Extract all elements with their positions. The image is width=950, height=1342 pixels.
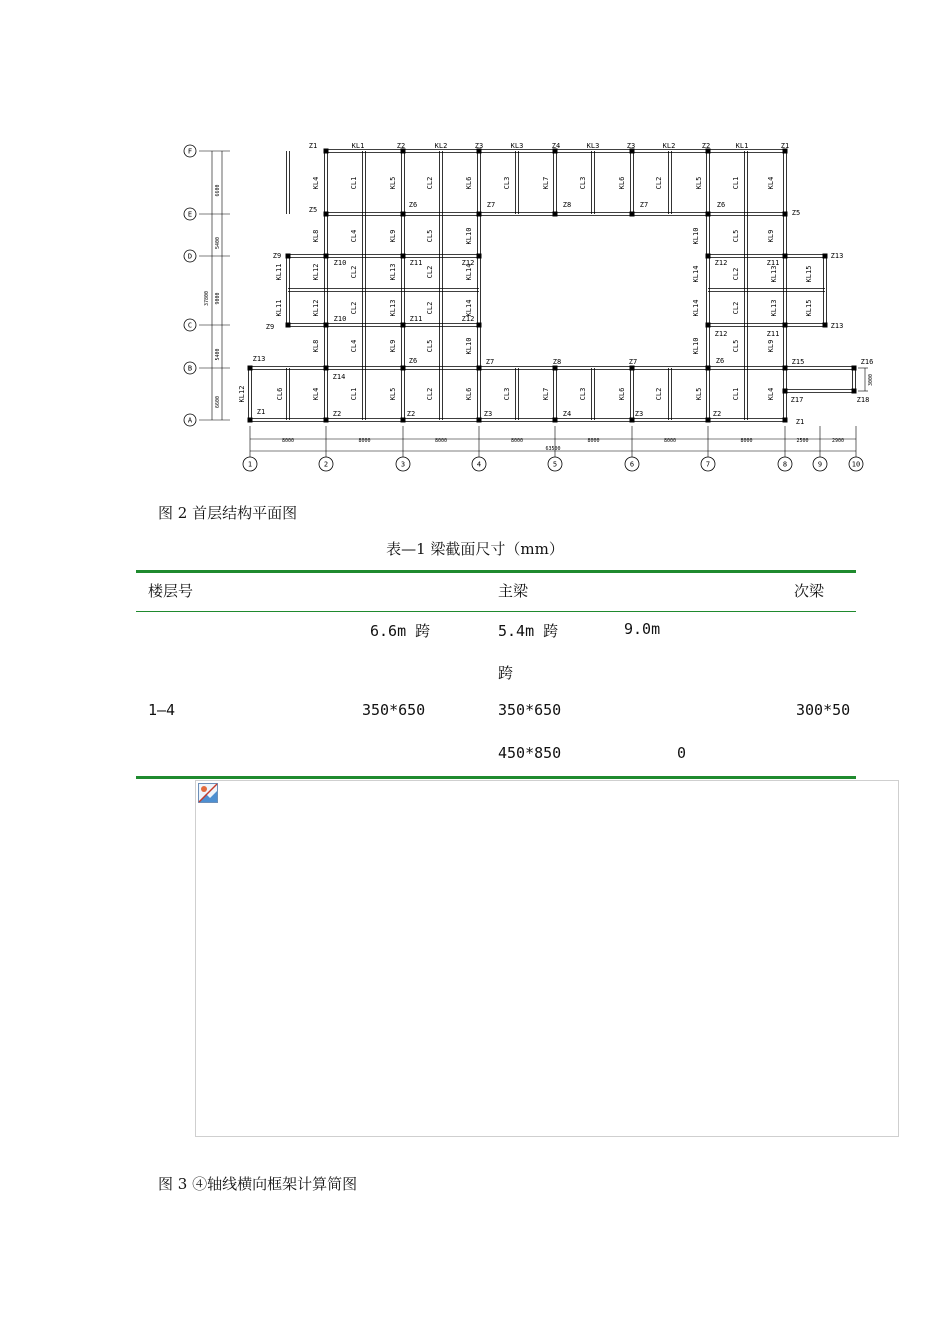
header-floor: 楼层号 bbox=[148, 582, 194, 600]
column-label: Z13 bbox=[252, 355, 266, 363]
beam-label: KL13 bbox=[389, 299, 397, 317]
beam-label: CL2 bbox=[732, 301, 740, 315]
column-marker bbox=[401, 418, 406, 423]
beam-label: KL6 bbox=[618, 176, 626, 190]
beam-label: CL5 bbox=[732, 229, 740, 243]
top-label: Z4 bbox=[551, 142, 561, 150]
column-label: Z8 bbox=[552, 358, 562, 366]
column-marker bbox=[477, 254, 482, 259]
axis-letter: D bbox=[187, 252, 193, 261]
column-marker bbox=[706, 254, 711, 259]
column-marker bbox=[823, 254, 828, 259]
column-marker bbox=[324, 418, 329, 423]
top-label: KL2 bbox=[434, 142, 448, 150]
beam-label: KL6 bbox=[465, 387, 473, 401]
beam-label: KL13 bbox=[770, 265, 778, 283]
top-label: KL3 bbox=[586, 142, 600, 150]
column-label: Z6 bbox=[716, 201, 726, 209]
column-marker bbox=[324, 254, 329, 259]
beam-label: KL10 bbox=[692, 227, 700, 245]
column-label: Z1 bbox=[795, 418, 805, 426]
column-label: Z3 bbox=[634, 410, 644, 418]
beam-label: KL14 bbox=[465, 263, 473, 281]
column-label: Z18 bbox=[856, 396, 870, 404]
beam-label: CL3 bbox=[579, 176, 587, 190]
figure-3-image-placeholder bbox=[195, 780, 899, 1137]
dimension-label: 6600 bbox=[215, 395, 221, 409]
cell-5-4-span: 350*650 bbox=[498, 701, 562, 719]
top-label: KL1 bbox=[735, 142, 749, 150]
beam-label: CL2 bbox=[350, 301, 358, 315]
column-marker bbox=[553, 366, 558, 371]
table-header-rule bbox=[136, 611, 856, 612]
column-label: Z4 bbox=[562, 410, 572, 418]
column-label: Z16 bbox=[860, 358, 874, 366]
beam-label: KL4 bbox=[312, 176, 320, 190]
beam-label: CL2 bbox=[732, 267, 740, 281]
beam-label: KL10 bbox=[692, 337, 700, 355]
dimension-label: 8000 bbox=[510, 438, 524, 444]
axis-number: 9 bbox=[817, 460, 823, 469]
column-label: Z14 bbox=[332, 373, 346, 381]
column-label: Z2 bbox=[712, 410, 722, 418]
subheader-span-6-6: 6.6m 跨 bbox=[370, 622, 431, 640]
column-marker bbox=[553, 212, 558, 217]
beam-label: CL2 bbox=[426, 387, 434, 401]
beam-label: KL13 bbox=[389, 263, 397, 281]
axis-letter: C bbox=[187, 321, 193, 330]
top-label: KL1 bbox=[351, 142, 365, 150]
beam-label: KL5 bbox=[695, 176, 703, 190]
column-label: Z12 bbox=[461, 259, 475, 267]
cell-secondary: 300*50 bbox=[796, 701, 851, 719]
column-marker bbox=[823, 323, 828, 328]
column-marker bbox=[630, 418, 635, 423]
top-label: KL3 bbox=[510, 142, 524, 150]
beam-label: CL2 bbox=[350, 265, 358, 279]
dimension-label: 63500 bbox=[545, 446, 561, 452]
column-label: Z7 bbox=[628, 358, 638, 366]
beam-label: CL1 bbox=[732, 387, 740, 401]
column-marker bbox=[783, 389, 788, 394]
dimension-label: 8000 bbox=[281, 438, 295, 444]
column-label: Z6 bbox=[408, 357, 418, 365]
column-label: Z7 bbox=[486, 201, 496, 209]
column-marker bbox=[248, 418, 253, 423]
column-label: Z7 bbox=[485, 358, 495, 366]
column-marker bbox=[783, 323, 788, 328]
column-marker bbox=[286, 254, 291, 259]
top-label: Z1 bbox=[308, 142, 318, 150]
beam-label: CL2 bbox=[426, 301, 434, 315]
column-label: Z9 bbox=[272, 252, 282, 260]
column-marker bbox=[324, 212, 329, 217]
column-label: Z2 bbox=[332, 410, 342, 418]
subheader-span-5-4: 5.4m 跨 bbox=[498, 622, 559, 640]
column-marker bbox=[706, 323, 711, 328]
beam-label: KL11 bbox=[275, 299, 283, 317]
subheader-span-9-0-suffix: 跨 bbox=[498, 664, 514, 682]
beam-label: CL5 bbox=[426, 339, 434, 353]
top-label: Z2 bbox=[396, 142, 406, 150]
top-label: KL2 bbox=[662, 142, 676, 150]
beam-label: KL4 bbox=[312, 387, 320, 401]
column-marker bbox=[706, 212, 711, 217]
row-floor: 1—4 bbox=[148, 701, 176, 719]
beam-label: KL15 bbox=[805, 299, 813, 317]
column-label: Z5 bbox=[308, 206, 318, 214]
beam-label: KL8 bbox=[312, 339, 320, 353]
column-marker bbox=[401, 212, 406, 217]
beam-label: KL5 bbox=[389, 387, 397, 401]
beam-label: CL2 bbox=[426, 176, 434, 190]
column-marker bbox=[630, 212, 635, 217]
column-marker bbox=[248, 366, 253, 371]
axis-number: 7 bbox=[705, 460, 711, 469]
dimension-label: 8000 bbox=[587, 438, 600, 444]
beam-label: KL12 bbox=[312, 263, 320, 281]
axis-letter: E bbox=[187, 210, 193, 219]
header-secondary-beam: 次梁 bbox=[794, 582, 825, 600]
axis-number: 2 bbox=[323, 460, 329, 469]
cell-9-0-span: 450*850 bbox=[498, 744, 562, 762]
beam-label: KL4 bbox=[767, 387, 775, 401]
beam-label: KL7 bbox=[542, 387, 550, 401]
beam-label: KL7 bbox=[542, 176, 550, 190]
column-marker bbox=[401, 366, 406, 371]
column-marker bbox=[401, 254, 406, 259]
column-label: Z12 bbox=[714, 330, 728, 338]
dimension-label: 9000 bbox=[215, 292, 221, 305]
column-marker bbox=[477, 418, 482, 423]
dimension-label: 8000 bbox=[434, 438, 448, 444]
top-label: Z1 bbox=[780, 142, 790, 150]
column-label: Z2 bbox=[406, 410, 416, 418]
beam-label: KL5 bbox=[695, 387, 703, 401]
column-marker bbox=[852, 389, 857, 394]
column-label: Z3 bbox=[483, 410, 493, 418]
column-marker bbox=[477, 212, 482, 217]
axis-letter: B bbox=[187, 364, 193, 373]
column-label: Z10 bbox=[333, 315, 347, 323]
cell-6-6-span: 350*650 bbox=[362, 701, 426, 719]
beam-label: KL12 bbox=[238, 385, 246, 403]
beam-label: CL4 bbox=[350, 339, 358, 353]
column-label: Z17 bbox=[790, 396, 804, 404]
beam-label: CL3 bbox=[579, 387, 587, 401]
beam-label: CL5 bbox=[732, 339, 740, 353]
top-label: Z2 bbox=[701, 142, 711, 150]
column-marker bbox=[324, 149, 329, 154]
beam-label: KL14 bbox=[692, 265, 700, 283]
top-label: Z3 bbox=[626, 142, 636, 150]
dimension-label: 3000 bbox=[868, 373, 874, 387]
column-marker bbox=[783, 254, 788, 259]
column-label: Z11 bbox=[766, 259, 780, 267]
beam-label: KL14 bbox=[465, 299, 473, 317]
cell-9-0-span-suffix: 0 bbox=[677, 744, 687, 762]
beam-label: CL1 bbox=[732, 176, 740, 190]
beam-label: KL14 bbox=[692, 299, 700, 317]
table-title: 表—1 梁截面尺寸（mm） bbox=[386, 540, 564, 558]
column-marker bbox=[553, 418, 558, 423]
dimension-label: 5400 bbox=[215, 236, 221, 250]
column-label: Z15 bbox=[791, 358, 805, 366]
axis-number: 10 bbox=[851, 460, 861, 469]
axis-number: 6 bbox=[629, 460, 635, 469]
subheader-span-9-0: 9.0m bbox=[624, 620, 661, 638]
axis-number: 8 bbox=[782, 460, 788, 469]
beam-label: KL9 bbox=[767, 229, 775, 243]
column-marker bbox=[401, 323, 406, 328]
beam-label: KL11 bbox=[275, 263, 283, 281]
column-label: Z7 bbox=[639, 201, 649, 209]
structural-plan-drawing bbox=[175, 140, 875, 480]
beam-label: CL3 bbox=[503, 176, 511, 190]
beam-label: CL2 bbox=[655, 176, 663, 190]
column-label: Z13 bbox=[830, 322, 844, 330]
beam-label: KL9 bbox=[767, 339, 775, 353]
column-label: Z8 bbox=[562, 201, 572, 209]
column-marker bbox=[852, 366, 857, 371]
column-marker bbox=[477, 323, 482, 328]
dimension-label: 8000 bbox=[740, 438, 753, 444]
beam-label: CL1 bbox=[350, 387, 358, 401]
column-label: Z11 bbox=[409, 259, 423, 267]
column-label: Z5 bbox=[791, 209, 801, 217]
axis-number: 5 bbox=[552, 460, 558, 469]
beam-label: KL5 bbox=[389, 176, 397, 190]
column-label: Z6 bbox=[715, 357, 725, 365]
column-marker bbox=[324, 323, 329, 328]
figure-3-caption: 图 3 ④轴线横向框架计算简图 bbox=[158, 1175, 358, 1193]
column-marker bbox=[630, 366, 635, 371]
column-label: Z9 bbox=[265, 323, 275, 331]
beam-label: CL2 bbox=[655, 387, 663, 401]
beam-label: KL6 bbox=[465, 176, 473, 190]
beam-label: CL4 bbox=[350, 229, 358, 243]
column-marker bbox=[706, 366, 711, 371]
broken-image-icon bbox=[198, 783, 218, 803]
header-main-beam: 主梁 bbox=[498, 582, 529, 600]
beam-label: CL6 bbox=[276, 387, 284, 401]
beam-label: CL2 bbox=[426, 265, 434, 279]
beam-label: KL15 bbox=[805, 265, 813, 283]
column-marker bbox=[286, 323, 291, 328]
column-label: Z1 bbox=[256, 408, 266, 416]
column-label: Z6 bbox=[408, 201, 418, 209]
beam-label: KL12 bbox=[312, 299, 320, 317]
column-label: Z11 bbox=[766, 330, 780, 338]
column-marker bbox=[783, 418, 788, 423]
axis-number: 3 bbox=[400, 460, 406, 469]
beam-label: CL1 bbox=[350, 176, 358, 190]
beam-label: CL5 bbox=[426, 229, 434, 243]
column-marker bbox=[706, 418, 711, 423]
beam-label: KL13 bbox=[770, 299, 778, 317]
dimension-label: 37800 bbox=[204, 290, 210, 307]
dimension-label: 8000 bbox=[663, 438, 677, 444]
beam-label: KL9 bbox=[389, 229, 397, 243]
beam-label: KL9 bbox=[389, 339, 397, 353]
column-marker bbox=[783, 366, 788, 371]
table-top-rule bbox=[136, 570, 856, 573]
column-label: Z10 bbox=[333, 259, 347, 267]
column-label: Z11 bbox=[409, 315, 423, 323]
column-marker bbox=[783, 212, 788, 217]
beam-label: KL6 bbox=[618, 387, 626, 401]
axis-letter: A bbox=[187, 416, 193, 425]
dimension-label: 2500 bbox=[796, 438, 809, 444]
column-label: Z12 bbox=[461, 315, 475, 323]
beam-label: KL10 bbox=[465, 337, 473, 355]
top-label: Z3 bbox=[474, 142, 484, 150]
figure-2-caption: 图 2 首层结构平面图 bbox=[158, 504, 298, 522]
table-bottom-rule bbox=[136, 776, 856, 779]
beam-label: KL4 bbox=[767, 176, 775, 190]
dimension-label: 6600 bbox=[215, 184, 221, 197]
beam-label: KL10 bbox=[465, 227, 473, 245]
beam-label: KL8 bbox=[312, 229, 320, 243]
column-marker bbox=[324, 366, 329, 371]
dimension-label: 8000 bbox=[358, 438, 371, 444]
column-label: Z12 bbox=[714, 259, 728, 267]
column-marker bbox=[477, 366, 482, 371]
axis-number: 1 bbox=[247, 460, 253, 469]
dimension-label: 5400 bbox=[215, 348, 221, 361]
axis-number: 4 bbox=[476, 460, 482, 469]
axis-letter: F bbox=[187, 147, 193, 156]
dimension-label: 2900 bbox=[831, 438, 845, 444]
beam-label: CL3 bbox=[503, 387, 511, 401]
column-label: Z13 bbox=[830, 252, 844, 260]
